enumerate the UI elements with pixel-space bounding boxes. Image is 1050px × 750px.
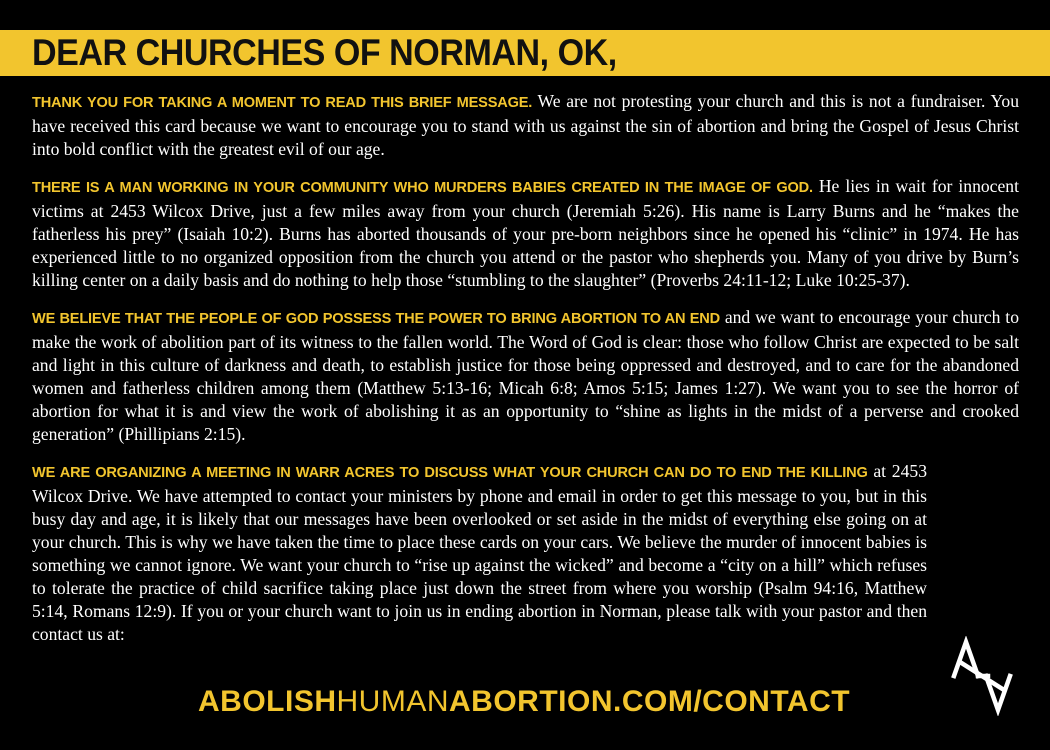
paragraph-man-working [32, 175, 1019, 292]
url-part-human: HUMAN [336, 685, 449, 718]
paragraph-text: We are not protesting your church and this is not a fundraiser. You have received this card because we want to encourage you to stand with us against the sin of abortion and bring the Gospel of Jesus Christ into bold conflict with the greatest evil of our age. [32, 91, 1019, 159]
paragraph-we-believe [32, 306, 1019, 446]
paragraph-lead: THANK YOU FOR TAKING A MOMENT TO READ THIS BRIEF MESSAGE. [32, 95, 533, 111]
letter-body [32, 90, 1019, 660]
paragraph-text: at 2453 Wilcox Drive. We have attempted to contact your ministers by phone and email in order to get this message to you, but in this busy day and age, it is likely that our messages have been overlooked or set aside in the midst of everything else going on at your church. This is why we have taken the time to place these cards on your cars. We believe the murder of innocent babies is something we cannot ignore. We want your church to “rise up against the wicked” and become a “city on a hill” which refuses to tolerate the practice of child sacrifice taking place just down the street from where you worship (Psalm 94:16, Matthew 5:14, Romans 12:9). If you or your church want to join us in ending abortion in Norman, please talk with your pastor and then contact us at: [32, 461, 927, 644]
url-part-abortion-contact: ABORTION.COM/CONTACT [449, 685, 851, 718]
paragraph-thank-you [32, 90, 1019, 161]
contact-url [198, 684, 850, 720]
header-banner [0, 30, 1050, 76]
page-title: DEAR CHURCHES OF NORMAN, OK, [32, 32, 617, 73]
paragraph-lead: THERE IS A MAN WORKING IN YOUR COMMUNITY WHO MURDERS BABIES CREATED IN THE IMAGE OF GOD. [32, 180, 813, 196]
paragraph-lead: WE ARE ORGANIZING A MEETING IN WARR ACRES TO DISCUSS WHAT YOUR CHURCH CAN DO TO END THE KILLING [32, 465, 868, 481]
paragraph-text: He lies in wait for innocent victims at 2453 Wilcox Drive, just a few miles away from your church (Jeremiah 5:26). His name is Larry Burns and he “makes the fatherless his prey” (Isaiah 10:2). Burns has aborted thousands of your pre-born neighbors since he opened his “clinic” in 1974. He has experienced little to no organized opposition from the church you attend or the pastor who shepherds you. Many of you drive by Burn’s killing center on a daily basis and do nothing to help those “stumbling to the slaughter” (Proverbs 24:11-12; Luke 10:25-37). [32, 176, 1019, 290]
aha-logo-icon [948, 636, 1016, 716]
paragraph-lead: WE BELIEVE THAT THE PEOPLE OF GOD POSSESS THE POWER TO BRING ABORTION TO AN END [32, 311, 720, 327]
paragraph-text: and we want to encourage your church to make the work of abolition part of its witness to the fallen world. The Word of God is clear: those who follow Christ are expected to be salt and light in this culture of darkness and death, to establish justice for those being oppressed and destroyed, and to care for the abandoned women and fatherless children among them (Matthew 5:13-16; Micah 6:8; Amos 5:15; James 1:27). We want you to see the horror of abortion for what it is and view the work of abolishing it as an opportunity to “shine as lights in the midst of a perverse and crooked generation” (Phillipians 2:15). [32, 307, 1019, 444]
url-part-abolish: ABOLISH [198, 685, 337, 718]
paragraph-meeting [32, 460, 927, 646]
